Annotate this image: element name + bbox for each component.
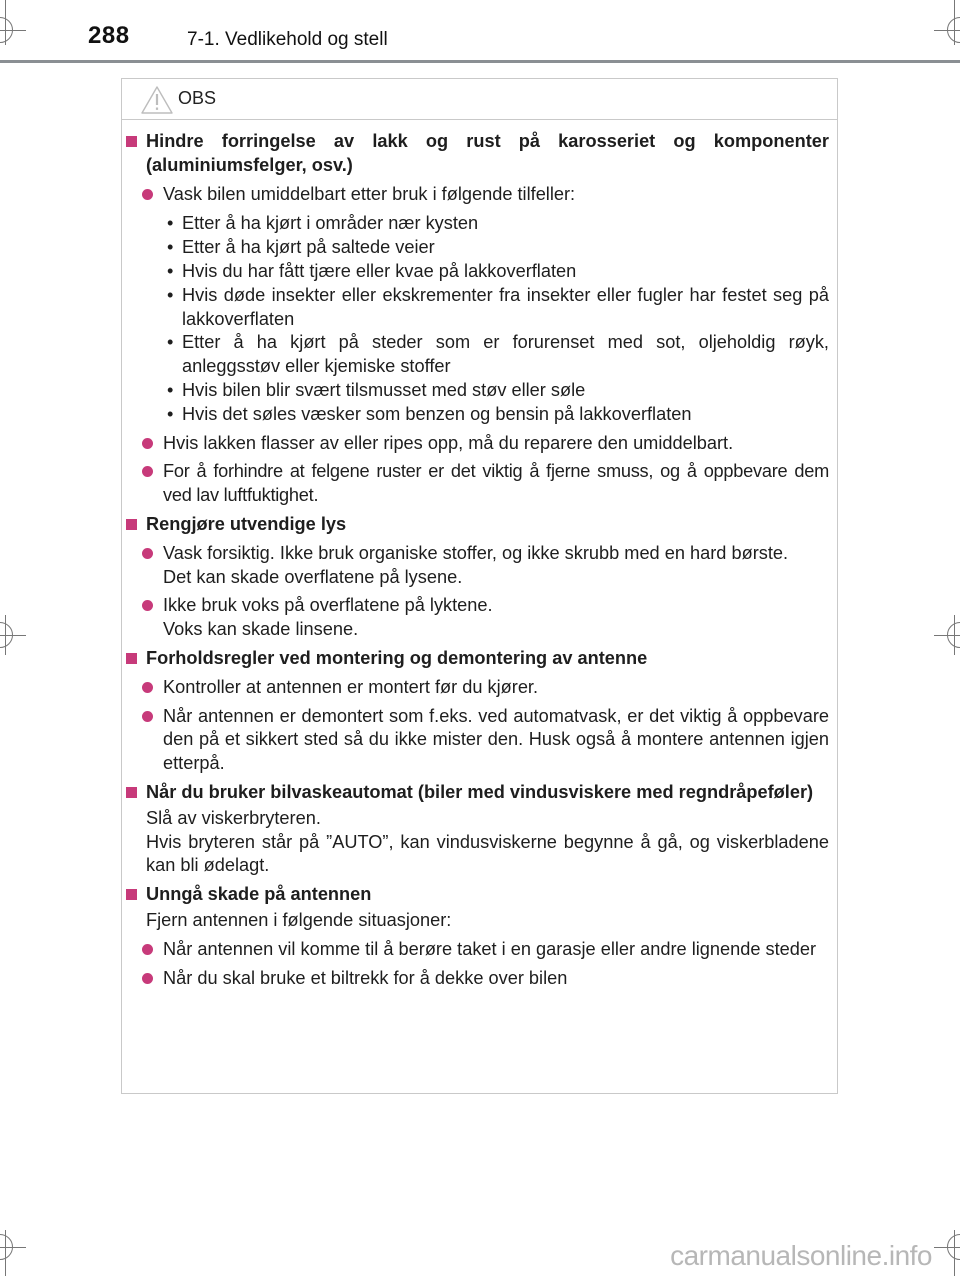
page-number: 288 (88, 22, 130, 49)
header-rule (0, 60, 960, 63)
item-note: Voks kan skade linsene. (163, 619, 359, 640)
paragraph-text: Hvis bryteren står på ”AUTO”, kan vindusviskerne begynne å gå, og viskerbladene kan bli ødelagt. (146, 831, 829, 876)
bullet-item (163, 212, 829, 236)
bullet-text: Etter å ha kjørt i områder nær kysten (182, 213, 479, 234)
item-text: Vask forsiktig. Ikke bruk organiske stoffer, og ikke skrubb med en hard børste. (163, 542, 789, 563)
item-text: Hvis lakken flasser av eller ripes opp, må du reparere den umiddelbart. (163, 432, 734, 453)
paragraph-text: Fjern antennen i følgende situasjoner: (146, 909, 452, 930)
bullet-item (163, 331, 829, 379)
list-item (126, 542, 829, 590)
list-item (126, 967, 829, 991)
section-heading (126, 130, 829, 178)
heading-text: Rengjøre utvendige lys (146, 513, 347, 534)
item-text: Når antennen er demontert som f.eks. ved automatvask, er det viktig å oppbevare den på et sikkert sted så du ikke mister den. Husk også å montere antennen igjen etterpå. (163, 705, 829, 774)
bullet-item (163, 403, 829, 427)
square-bullet-icon (126, 519, 137, 530)
page-header (0, 0, 960, 64)
watermark: carmanualsonline.info (670, 1240, 932, 1271)
list-item (126, 938, 829, 962)
circle-bullet-icon (142, 973, 153, 984)
heading-text: Forholdsregler ved montering og demontering av antenne (146, 647, 648, 668)
item-text: Når du skal bruke et biltrekk for å dekke over bilen (163, 967, 568, 988)
dot-bullet-icon: • (167, 260, 174, 281)
list-item (126, 676, 829, 700)
dot-bullet-icon: • (167, 379, 174, 400)
item-text: Kontroller at antennen er montert før du kjører. (163, 676, 539, 697)
bullet-text: Hvis det søles væsker som benzen og bensin på lakkoverflaten (182, 403, 692, 424)
list-item (126, 705, 829, 776)
circle-bullet-icon (142, 682, 153, 693)
circle-bullet-icon (142, 600, 153, 611)
section-heading (126, 513, 829, 537)
paragraph (126, 909, 829, 933)
item-text: Vask bilen umiddelbart etter bruk i følgende tilfeller: (163, 183, 576, 204)
square-bullet-icon (126, 787, 137, 798)
item-note: Det kan skade overflatene på lysene. (163, 566, 463, 587)
dot-bullet-icon: • (167, 403, 174, 424)
dot-bullet-icon: • (167, 213, 174, 234)
heading-text: Hindre forringelse av lakk og rust på karosseriet og komponenter (aluminiumsfelger, osv.) (146, 131, 829, 175)
item-text: For å forhindre at felgene ruster er det viktig å fjerne smuss, og å oppbevare dem ved lav luftfuktighet. (163, 461, 829, 506)
bullet-text: Etter å ha kjørt på steder som er forurenset med sot, oljeholdig røyk, anleggsstøv eller kjemiske stoffer (182, 332, 829, 377)
bullet-item (163, 236, 829, 260)
paragraph (126, 807, 829, 878)
heading-text: Når du bruker bilvaskeautomat (biler med vindusviskere med regndråpeføler) (146, 781, 814, 802)
bullet-text: Hvis bilen blir svært tilsmusset med støv eller søle (182, 379, 586, 400)
bullet-item (163, 379, 829, 403)
list-item (126, 183, 829, 207)
section-title: 7-1. Vedlikehold og stell (187, 29, 388, 50)
caution-content (126, 130, 829, 990)
heading-text: Unngå skade på antennen (146, 884, 372, 905)
circle-bullet-icon (142, 548, 153, 559)
bullet-text: Etter å ha kjørt på saltede veier (182, 237, 435, 258)
circle-bullet-icon (142, 944, 153, 955)
section-heading (126, 781, 829, 805)
caution-label: OBS (178, 88, 217, 108)
circle-bullet-icon (142, 438, 153, 449)
bullet-list (126, 212, 829, 426)
section-heading (126, 883, 829, 907)
section-heading (126, 647, 829, 671)
circle-bullet-icon (142, 466, 153, 477)
square-bullet-icon (126, 889, 137, 900)
list-item (126, 432, 829, 456)
list-item (126, 460, 829, 508)
dot-bullet-icon: • (167, 237, 174, 258)
item-text: Ikke bruk voks på overflatene på lyktene. (163, 595, 493, 616)
circle-bullet-icon (142, 711, 153, 722)
list-item (126, 594, 829, 642)
dot-bullet-icon: • (167, 332, 174, 353)
bullet-item (163, 260, 829, 284)
caution-header (122, 79, 837, 120)
square-bullet-icon (126, 653, 137, 664)
bullet-text: Hvis døde insekter eller ekskrementer fra insekter eller fugler har festet seg på lakkoverflaten (182, 284, 829, 329)
paragraph-text: Slå av viskerbryteren. (146, 807, 321, 828)
circle-bullet-icon (142, 189, 153, 200)
square-bullet-icon (126, 136, 137, 147)
dot-bullet-icon: • (167, 284, 174, 305)
bullet-item (163, 284, 829, 332)
warning-triangle-icon (140, 85, 174, 115)
item-text: Når antennen vil komme til å berøre taket i en garasje eller andre lignende steder (163, 938, 817, 959)
bullet-text: Hvis du har fått tjære eller kvae på lakkoverflaten (182, 260, 577, 281)
